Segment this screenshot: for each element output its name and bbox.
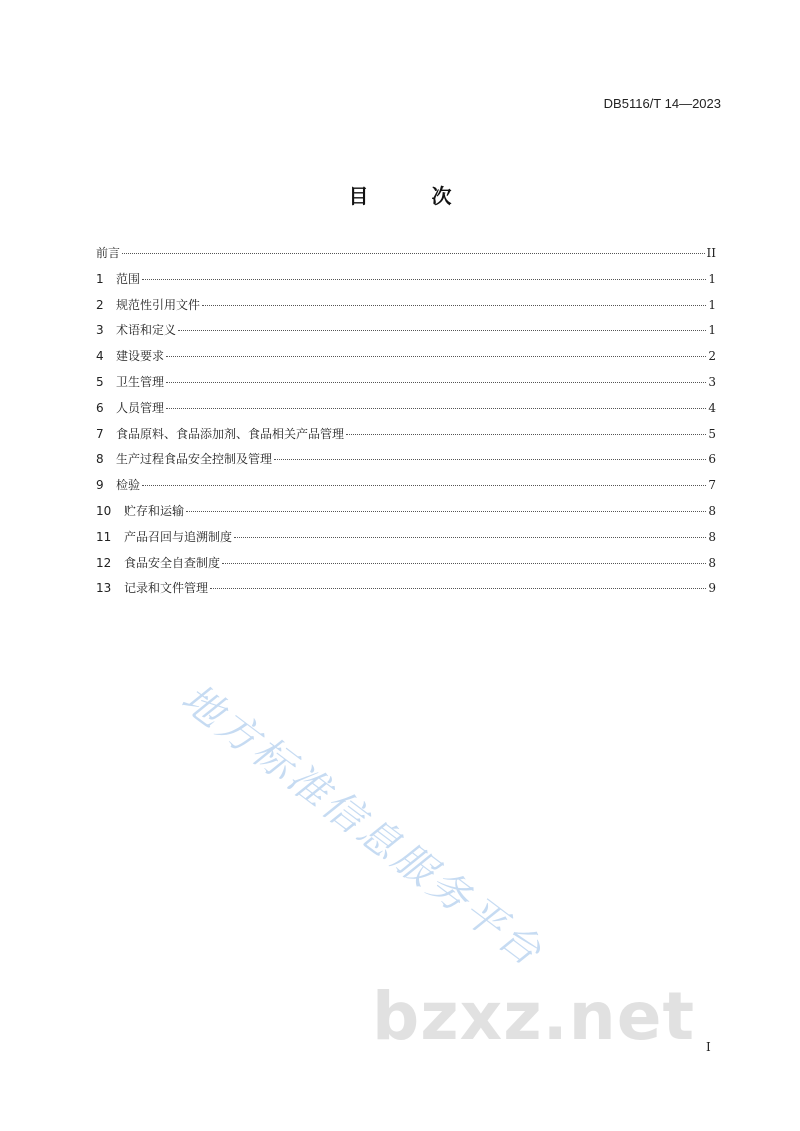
toc-dot-leader (166, 382, 706, 383)
toc-entry-label: 贮存和运输 (124, 503, 185, 518)
toc-dot-leader (234, 537, 706, 538)
toc-dot-leader (122, 253, 705, 254)
toc-entry-number: 9 (96, 478, 104, 493)
toc-entry[interactable] (96, 270, 716, 296)
toc-entry-page: 4 (708, 400, 716, 415)
toc-entry-number: 8 (96, 452, 104, 467)
toc-dot-leader (210, 588, 706, 589)
toc-entry-number: 7 (96, 426, 104, 441)
toc-entry-label: 食品安全自查制度 (124, 555, 221, 570)
toc-dot-leader (142, 485, 706, 486)
toc-entry-number: 2 (96, 297, 104, 312)
toc-entry[interactable] (96, 373, 716, 399)
table-of-contents (96, 244, 716, 605)
toc-entry-label: 规范性引用文件 (116, 297, 201, 312)
toc-dot-leader (186, 511, 706, 512)
toc-dot-leader (202, 305, 706, 306)
toc-entry[interactable] (96, 554, 716, 580)
toc-entry[interactable] (96, 244, 716, 270)
toc-entry-label: 生产过程食品安全控制及管理 (116, 452, 273, 467)
toc-entry-page: 8 (708, 529, 716, 544)
toc-dot-leader (166, 408, 706, 409)
toc-entry-label: 检验 (116, 478, 141, 493)
toc-entry[interactable] (96, 296, 716, 322)
toc-dot-leader (222, 563, 706, 564)
toc-entry-number: 6 (96, 400, 104, 415)
watermark-text: 地方标准信息服务平台 (172, 675, 552, 977)
toc-dot-leader (346, 434, 706, 435)
toc-entry-label: 前言 (96, 246, 121, 260)
toc-entry-label: 范围 (116, 271, 141, 286)
toc-entry-page: 2 (708, 349, 716, 364)
toc-entry-number: 13 (96, 581, 112, 596)
toc-entry-number: 12 (96, 555, 112, 570)
toc-entry-page: 1 (708, 323, 716, 338)
toc-entry[interactable] (96, 321, 716, 347)
toc-entry-page: 6 (708, 452, 716, 467)
toc-entry-label: 人员管理 (116, 400, 165, 415)
toc-title: 目 次 (348, 184, 480, 208)
toc-dot-leader (274, 459, 706, 460)
toc-entry-page: 1 (708, 271, 716, 286)
toc-entry-number: 4 (96, 349, 104, 364)
document-code: DB5116/T 14—2023 (603, 96, 721, 111)
toc-entry-page: 9 (708, 581, 716, 596)
toc-dot-leader (166, 356, 706, 357)
toc-entry[interactable] (96, 425, 716, 451)
toc-entry-page: 8 (708, 555, 716, 570)
toc-entry-page: 5 (708, 426, 716, 441)
page-number: I (706, 1040, 711, 1054)
toc-entry[interactable] (96, 502, 716, 528)
toc-entry[interactable] (96, 528, 716, 554)
toc-entry-page: 3 (708, 374, 716, 389)
toc-entry-page: II (706, 246, 716, 260)
site-watermark: bzxz.net (372, 978, 696, 1055)
toc-entry[interactable] (96, 399, 716, 425)
toc-entry[interactable] (96, 347, 716, 373)
toc-entry-number: 11 (96, 529, 112, 544)
toc-dot-leader (142, 279, 706, 280)
toc-entry-number: 1 (96, 271, 104, 286)
toc-dot-leader (178, 330, 706, 331)
toc-entry-label: 记录和文件管理 (124, 581, 209, 596)
toc-entry-page: 8 (708, 503, 716, 518)
toc-entry[interactable] (96, 579, 716, 605)
toc-entry-label: 术语和定义 (116, 323, 177, 338)
toc-entry-number: 10 (96, 503, 112, 518)
toc-entry[interactable] (96, 476, 716, 502)
toc-entry-label: 卫生管理 (116, 374, 165, 389)
toc-entry-label: 产品召回与追溯制度 (124, 529, 233, 544)
toc-entry-page: 7 (708, 478, 716, 493)
toc-entry-number: 5 (96, 374, 104, 389)
toc-entry-page: 1 (708, 297, 716, 312)
toc-entry[interactable] (96, 450, 716, 476)
toc-entry-number: 3 (96, 323, 104, 338)
toc-entry-label: 食品原料、食品添加剂、食品相关产品管理 (116, 426, 345, 441)
toc-entry-label: 建设要求 (116, 349, 165, 364)
